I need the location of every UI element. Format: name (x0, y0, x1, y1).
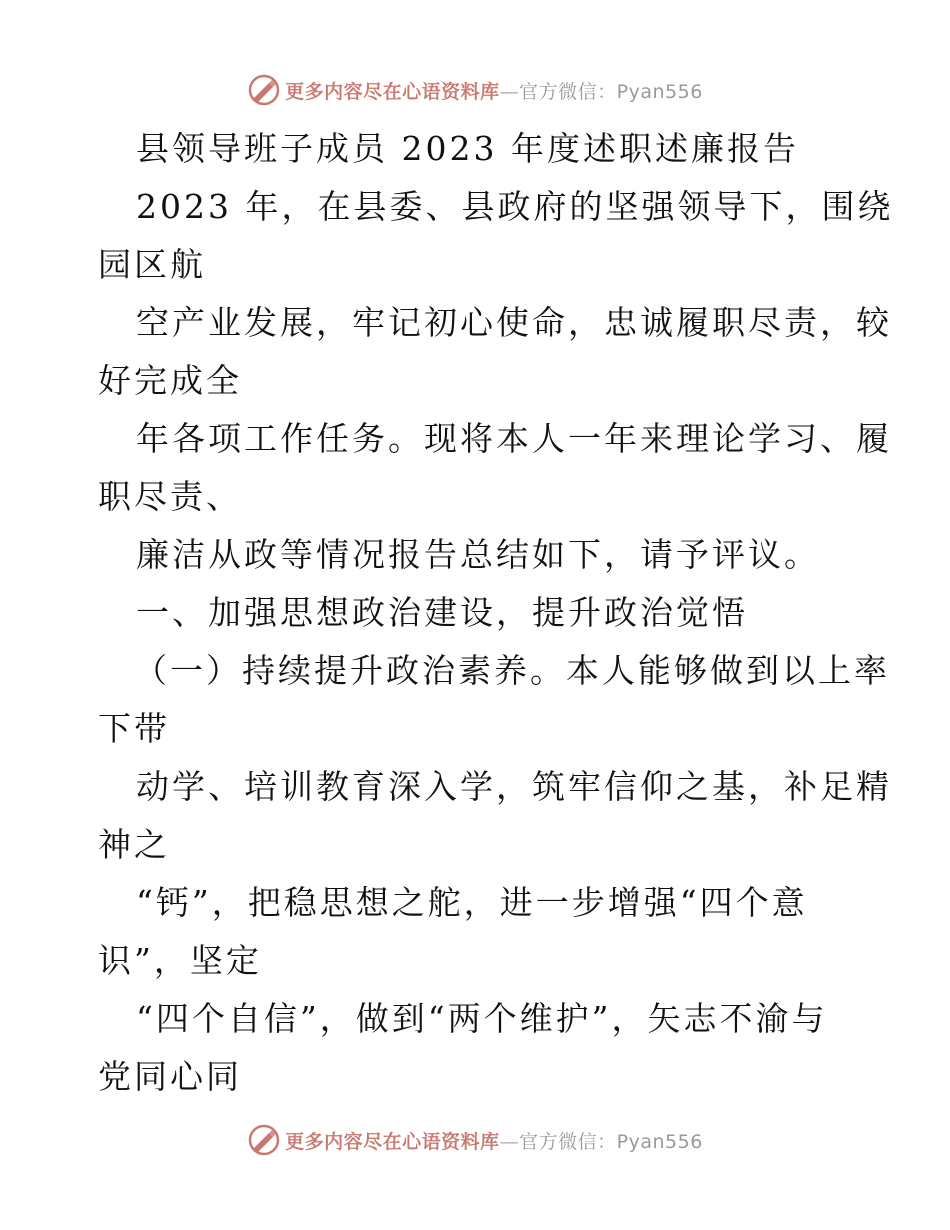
paragraph-line: 党同心同 (98, 1057, 242, 1096)
pen-logo-icon (247, 1123, 281, 1157)
paragraph-line: 空产业发展，牢记初心使命，忠诚履职尽责，较 (136, 303, 892, 342)
paragraph-line: 园区航 (98, 245, 206, 284)
paragraph-line: 好完成全 (98, 361, 242, 400)
paragraph-line: 动学、培训教育深入学，筑牢信仰之基，补足精 (136, 767, 892, 806)
banner-separator: — (499, 80, 520, 103)
banner-contact-text: 官方微信：Pyan556 (519, 1130, 703, 1153)
banner-separator: — (499, 1130, 520, 1153)
paragraph-line: “钙”，把稳思想之舵，进一步增强“四个意 (136, 883, 808, 922)
banner-contact-text: 官方微信：Pyan556 (519, 80, 703, 103)
paragraph-line: 识”，坚定 (98, 941, 262, 980)
section-heading: 一、加强思想政治建设，提升政治觉悟 (136, 593, 748, 632)
paragraph-line: 廉洁从政等情况报告总结如下，请予评议。 (136, 535, 820, 574)
footer-banner (0, 1120, 950, 1160)
paragraph-line: 神之 (98, 825, 170, 864)
banner-brand-text: 更多内容尽在心语资料库 (285, 1130, 500, 1153)
paragraph-line: 年各项工作任务。现将本人一年来理论学习、履 (136, 419, 892, 458)
paragraph-line: 2023 年，在县委、县政府的坚强领导下，围绕 (136, 187, 894, 226)
header-banner (0, 70, 950, 110)
paragraph-line: “四个自信”，做到“两个维护”，矢志不渝与 (136, 999, 828, 1038)
document-title: 县领导班子成员 2023 年度述职述廉报告 (136, 129, 799, 168)
banner-brand-text: 更多内容尽在心语资料库 (285, 80, 500, 103)
paragraph-line: 下带 (98, 709, 170, 748)
subsection-line: （一）持续提升政治素养。本人能够做到以上率 (134, 651, 890, 690)
document-body (98, 120, 894, 1106)
paragraph-line: 职尽责、 (98, 477, 242, 516)
pen-logo-icon (247, 73, 281, 107)
